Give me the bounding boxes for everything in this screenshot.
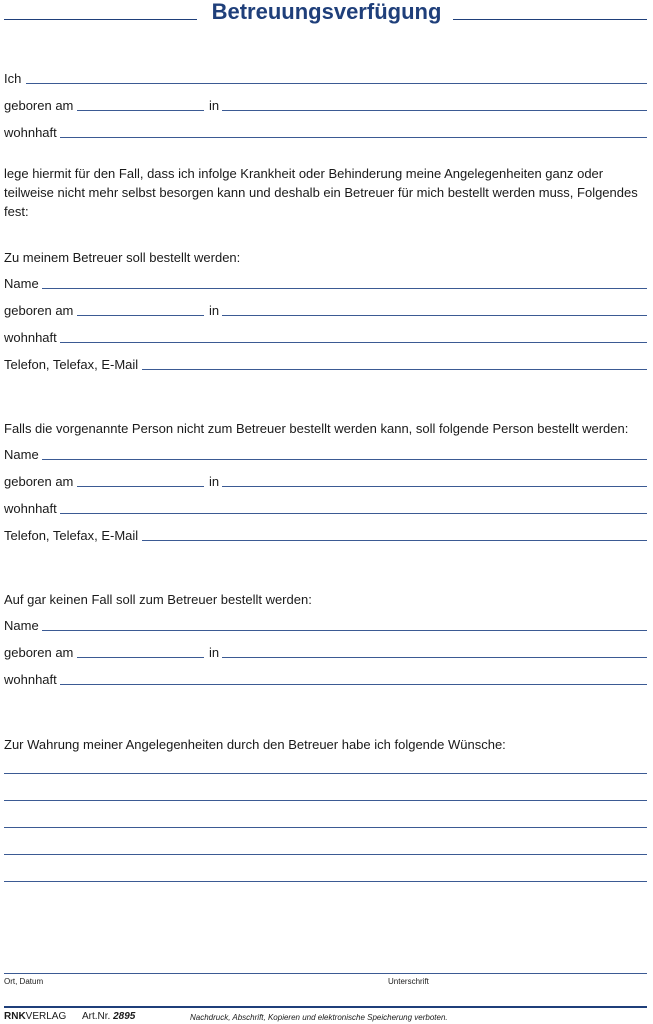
wishes-line[interactable] bbox=[4, 854, 647, 855]
section3-birth-date-field[interactable] bbox=[77, 657, 204, 658]
section1-name-field[interactable] bbox=[42, 288, 647, 289]
wishes-line[interactable] bbox=[4, 881, 647, 882]
copyright-notice: Nachdruck, Abschrift, Kopieren und elektronische Speicherung verboten. bbox=[190, 1013, 448, 1022]
section3-name-label: Name bbox=[4, 618, 39, 633]
section2-birth-place-label: in bbox=[209, 474, 220, 489]
section1-residence-field[interactable] bbox=[60, 342, 647, 343]
page-title-wrap bbox=[0, 0, 653, 25]
section1-heading: Zu meinem Betreuer soll bestellt werden: bbox=[4, 250, 241, 265]
publisher-rest: VERLAG bbox=[25, 1011, 67, 1022]
wishes-line[interactable] bbox=[4, 827, 647, 828]
section2-heading: Falls die vorgenannte Person nicht zum Betreuer bestellt werden kann, soll folgende Person bestellt werden: bbox=[4, 421, 629, 436]
wishes-line[interactable] bbox=[4, 773, 647, 774]
section1-birth-date-field[interactable] bbox=[77, 315, 204, 316]
section3-birth-place-field[interactable] bbox=[222, 657, 647, 658]
section3-heading: Auf gar keinen Fall soll zum Betreuer bestellt werden: bbox=[4, 592, 312, 607]
section1-birth-date-label: geboren am bbox=[4, 303, 74, 318]
publisher-bold: RNK bbox=[4, 1011, 26, 1022]
section3-residence-field[interactable] bbox=[60, 684, 647, 685]
section1-birth-place-field[interactable] bbox=[222, 315, 647, 316]
section1-contact-field[interactable] bbox=[142, 369, 647, 370]
residence-label: wohnhaft bbox=[4, 125, 57, 140]
section2-name-field[interactable] bbox=[42, 459, 647, 460]
birth-place-label: in bbox=[209, 98, 220, 113]
section3-residence-label: wohnhaft bbox=[4, 672, 57, 687]
publisher bbox=[4, 1011, 66, 1022]
place-date-label: Ort, Datum bbox=[4, 977, 44, 986]
section3-birth-date-label: geboren am bbox=[4, 645, 74, 660]
birth-place-field[interactable] bbox=[222, 110, 647, 111]
section2-residence-label: wohnhaft bbox=[4, 501, 57, 516]
ich-label: Ich bbox=[4, 71, 22, 86]
wishes-line[interactable] bbox=[4, 800, 647, 801]
section1-name-label: Name bbox=[4, 276, 39, 291]
section1-birth-place-label: in bbox=[209, 303, 220, 318]
section2-birth-date-field[interactable] bbox=[77, 486, 204, 487]
wishes-heading: Zur Wahrung meiner Angelegenheiten durch den Betreuer habe ich folgende Wünsche: bbox=[4, 737, 506, 752]
document-header bbox=[0, 0, 653, 28]
page-title: Betreuungsverfügung bbox=[206, 0, 448, 24]
section1-contact-label: Telefon, Telefax, E-Mail bbox=[4, 357, 139, 372]
article-number bbox=[82, 1011, 135, 1022]
footer-rule bbox=[4, 1006, 647, 1008]
birth-date-field[interactable] bbox=[77, 110, 204, 111]
signature-label: Unterschrift bbox=[388, 977, 429, 986]
section2-name-label: Name bbox=[4, 447, 39, 462]
section2-birth-place-field[interactable] bbox=[222, 486, 647, 487]
birth-date-label: geboren am bbox=[4, 98, 74, 113]
section2-contact-label: Telefon, Telefax, E-Mail bbox=[4, 528, 139, 543]
section2-contact-field[interactable] bbox=[142, 540, 647, 541]
section2-residence-field[interactable] bbox=[60, 513, 647, 514]
section3-birth-place-label: in bbox=[209, 645, 220, 660]
section3-name-field[interactable] bbox=[42, 630, 647, 631]
intro-paragraph: lege hiermit für den Fall, dass ich infolge Krankheit oder Behinderung meine Angelegenheiten ganz oder teilweise nicht mehr selbst besorgen kann und deshalb ein Betreuer für mich bestellt werden muss, Folgendes fest: bbox=[4, 166, 638, 219]
ich-field[interactable] bbox=[26, 83, 647, 84]
signature-line[interactable] bbox=[4, 973, 647, 974]
section1-residence-label: wohnhaft bbox=[4, 330, 57, 345]
section2-birth-date-label: geboren am bbox=[4, 474, 74, 489]
article-label: Art.Nr. bbox=[82, 1011, 111, 1022]
article-value: 2895 bbox=[113, 1011, 136, 1022]
residence-field[interactable] bbox=[60, 137, 647, 138]
